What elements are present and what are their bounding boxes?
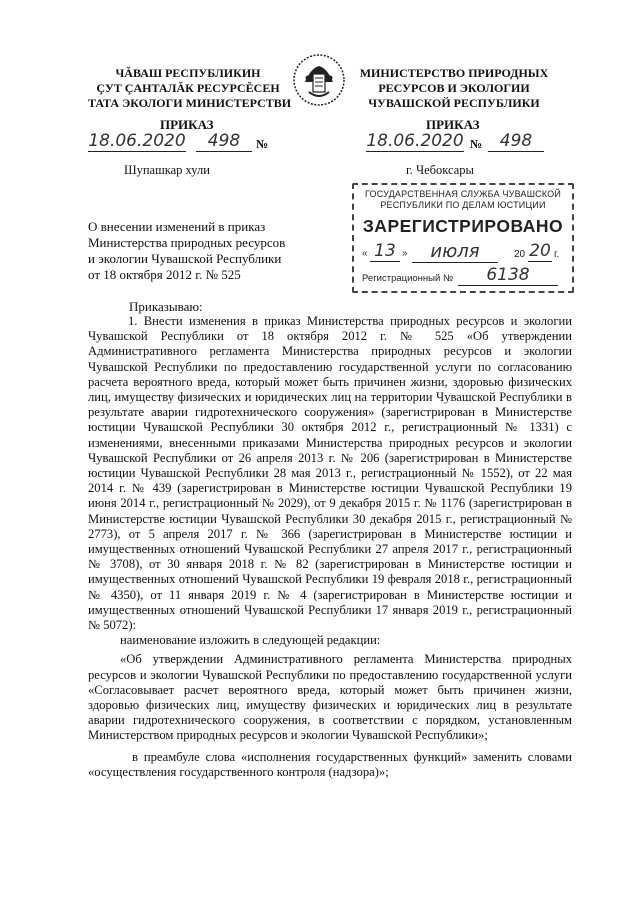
stamp-year-end: г. (554, 249, 560, 260)
order-number-right: 498 (488, 131, 544, 152)
chuvash-emblem-icon (291, 52, 347, 108)
order-word: Приказываю: (129, 299, 203, 314)
stamp-quote-open: « (362, 248, 368, 259)
paragraph-2: наименование изложить в следующей редакции: (120, 633, 381, 648)
stamp-year-suffix: 20 (529, 241, 551, 261)
subject-line1: О внесении изменений в приказ (88, 219, 266, 234)
order-date-left: 18.06.2020 (88, 131, 186, 151)
ministry-name-chuvash-line3: ТАТА ЭКОЛОГИ МИНИСТЕРСТВИ (88, 96, 292, 110)
stamp-registered-label: ЗАРЕГИСТРИРОВАНО (362, 216, 564, 236)
stamp-date-line (354, 241, 572, 265)
ministry-name-chuvash (88, 66, 292, 111)
paragraph-4: в преамбуле слова «исполнения государственных функций» заменить словами «осуществления государственного контроля (надзора)»; (88, 749, 572, 779)
number-sign-right: № (470, 137, 483, 151)
subject-line4: от 18 октября 2012 г. № 525 (88, 267, 241, 282)
ministry-name-russian-line1: МИНИСТЕРСТВО ПРИРОДНЫХ (359, 66, 549, 80)
subject-line2: Министерства природных ресурсов (88, 235, 286, 250)
order-date-right: 18.06.2020 (366, 131, 464, 151)
order-subject (88, 219, 328, 283)
ministry-name-russian-line2: РЕСУРСОВ И ЭКОЛОГИИ (378, 81, 530, 95)
order-body (88, 314, 572, 780)
stamp-org-line1: ГОСУДАРСТВЕННАЯ СЛУЖБА ЧУВАШСКОЙ (364, 189, 562, 199)
stamp-reg-line (354, 267, 572, 287)
stamp-day: 13 (370, 241, 400, 262)
stamp-quote-close: » (402, 248, 408, 259)
ministry-name-russian-line3: ЧУВАШСКОЙ РЕСПУБЛИКИ (368, 96, 540, 110)
order-title-left: ПРИКАЗ (160, 117, 214, 132)
paragraph-3: «Об утверждении Административного регламента Министерства природных ресурсов и экологии Чувашской Республики по предоставлению государственной услуги «Согласовывает расчет вероятного вреда, который может быть причинен жизни, здоровью физических лиц, имуществу физических и юридических лиц в результате аварии гидротехнического сооружения, в соответствии с порядком, установленным Министерством природных ресурсов и экологии Чувашской Республики»; (88, 652, 572, 743)
stamp-reg-number: 6138 (458, 265, 558, 286)
city-chuvash: Шупашкар хули (124, 163, 210, 177)
ministry-name-chuvash-line1: ЧĂВАШ РЕСПУБЛИКИН (115, 66, 261, 80)
ministry-name-russian (354, 66, 554, 111)
order-number-left: 498 (196, 131, 252, 152)
stamp-month: июля (412, 241, 498, 263)
order-date-number-right (366, 131, 566, 153)
subject-line3: и экологии Чувашской Республики (88, 251, 282, 266)
registration-stamp (352, 183, 574, 293)
number-sign-left: № (256, 137, 269, 151)
order-title-right: ПРИКАЗ (426, 117, 480, 132)
stamp-reg-label: Регистрационный № (362, 273, 454, 284)
city-russian: г. Чебоксары (406, 163, 474, 177)
stamp-org-line2: РЕСПУБЛИКИ ПО ДЕЛАМ ЮСТИЦИИ (380, 200, 546, 210)
stamp-year-prefix: 20 (514, 249, 526, 260)
ministry-name-chuvash-line2: ÇУТ ÇАНТАЛĂК РЕСУРСĔСЕН (96, 81, 280, 95)
order-date-number-left (88, 131, 288, 153)
stamp-organization (354, 189, 572, 211)
paragraph-1: 1. Внести изменения в приказ Министерства природных ресурсов и экологии Чувашской Республики от 18 октября 2012 г. № 525 «Об утверждении Административного регламента Министерства природных ресурсов и экологии Чувашской Республики по предоставлению государственной услуги по согласованию расчета вероятного вреда, который может быть причинен жизни, здоровью физических лиц, имуществу физических и юридических лиц на территории Чувашской Республики в результате аварии гидротехнического сооружения» (зарегистрирован в Министерстве юстиции Чувашской Республики 30 октября 2012 г., регистрационный № 1331) с изменениями, внесенными приказами Министерства природных ресурсов и экологии Чувашской Республики от 26 апреля 2013 г. № 206 (зарегистрирован в Министерстве юстиции Чувашской Республики 28 мая 2013 г., регистрационный № 1552), от 22 мая 2014 г. № 439 (зарегистрирован в Министерстве юстиции Чувашской Республики 19 июня 2014 г., регистрационный № 2029), от 9 декабря 2015 г. № 1176 (зарегистрирован в Министерстве юстиции Чувашской Республики 30 декабря 2015 г., регистрационный № 2773), от 5 апреля 2017 г. № 366 (зарегистрирован в Министерстве юстиции и имущественных отношений Чувашской Республики 27 апреля 2017 г., регистрационный № 3708), от 30 января 2018 г. № 82 (зарегистрирован в Министерстве юстиции и имущественных отношений Чувашской Республики 19 февраля 2018 г., регистрационный № 4350), от 11 января 2019 г. № 4 (зарегистрирован в Министерстве юстиции и имущественных отношений Чувашской Республики 17 января 2019 г., регистрационный № 5072): (88, 314, 572, 633)
